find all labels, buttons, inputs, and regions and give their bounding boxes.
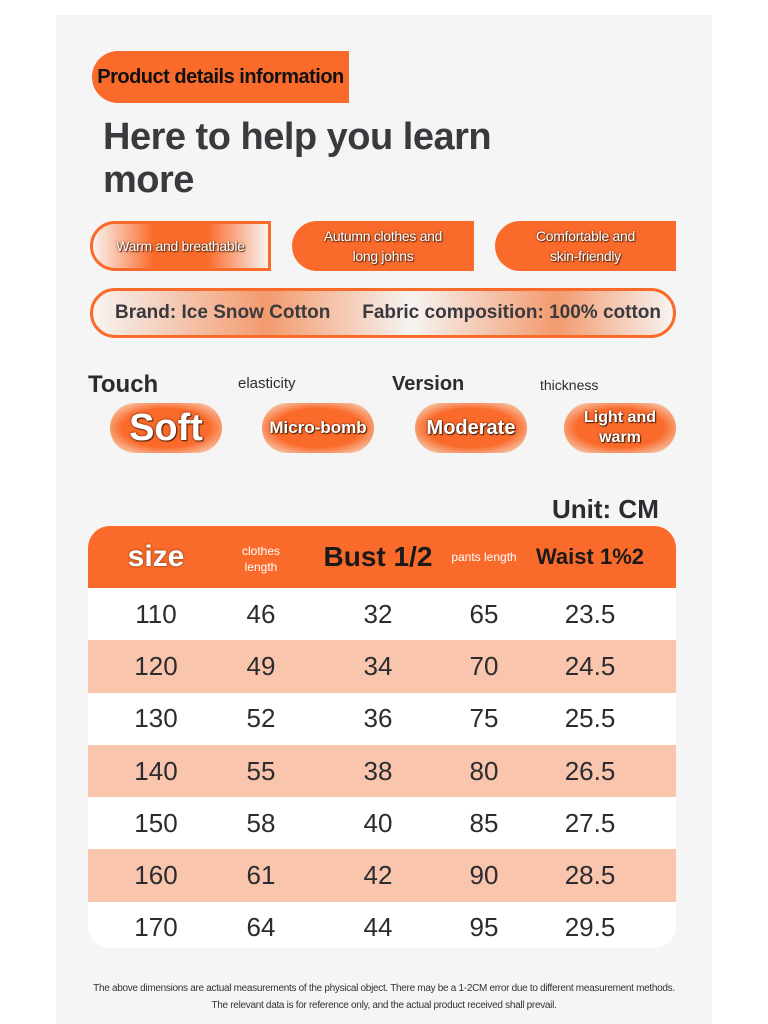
table-cell: 160 (134, 860, 178, 891)
feature-badge-warm (90, 221, 271, 271)
table-cell: 80 (469, 755, 499, 786)
property-value-text: Micro-bomb (269, 418, 367, 437)
table-row (88, 745, 676, 797)
brand-text: Brand: Ice Snow Cotton (115, 302, 331, 323)
property-label-thickness: thickness (540, 377, 599, 393)
table-row (88, 797, 676, 849)
table-cell: 90 (469, 860, 499, 891)
property-value-text: Moderate (426, 416, 516, 439)
table-cell: 44 (363, 912, 393, 943)
property-value-touch (110, 403, 222, 453)
table-cell: 36 (363, 703, 393, 734)
feature-label: Warm and breathable (116, 238, 245, 254)
table-cell: 65 (469, 598, 499, 629)
table-row (88, 693, 676, 745)
table-cell: 170 (134, 912, 178, 943)
table-row (88, 849, 676, 901)
table-cell: 150 (134, 807, 178, 838)
table-cell: 46 (246, 598, 276, 629)
table-cell: 40 (363, 807, 393, 838)
property-value-version (415, 403, 527, 453)
table-body (88, 588, 676, 948)
table-cell: 25.5 (564, 703, 616, 734)
feature-badge-comfortable (495, 221, 676, 271)
header-size: size (127, 540, 185, 573)
table-cell: 55 (246, 755, 276, 786)
fabric-text: Fabric composition: 100% cotton (362, 302, 661, 323)
unit-label: Unit: CM (552, 494, 659, 524)
table-cell: 61 (246, 860, 276, 891)
header-pants-length: pants length (451, 550, 517, 564)
product-info-bar (90, 288, 676, 338)
footnote-reference: The relevant data is for reference only, and the actual product received shall prevail. (211, 1000, 557, 1011)
table-cell: 38 (363, 755, 393, 786)
feature-label: Comfortable and skin-friendly (535, 228, 635, 264)
table-row (88, 588, 676, 640)
table-cell: 52 (246, 703, 276, 734)
table-cell: 28.5 (564, 860, 616, 891)
table-row (88, 902, 676, 948)
section-tag (92, 51, 349, 103)
table-cell: 27.5 (564, 807, 616, 838)
size-table (88, 526, 676, 948)
table-cell: 32 (363, 598, 393, 629)
section-tag-label: Product details information (97, 65, 344, 88)
property-label-touch: Touch (88, 371, 159, 398)
table-cell: 120 (134, 650, 178, 681)
table-cell: 58 (246, 807, 276, 838)
table-cell: 85 (469, 807, 499, 838)
table-cell: 140 (134, 755, 178, 786)
property-value-text: Light and warm (584, 409, 656, 446)
table-cell: 64 (246, 912, 276, 943)
footnote-measurement: The above dimensions are actual measurements of the physical object. There may be a 1-2CM error due to different measurement methods. (93, 983, 675, 994)
header-clothes-length: clothes length (241, 544, 281, 574)
table-cell: 110 (135, 598, 177, 629)
property-label-version: Version (392, 373, 465, 395)
table-cell: 42 (363, 860, 393, 891)
table-row (88, 640, 676, 692)
header-waist: Waist 1%2 (535, 544, 644, 569)
table-cell: 29.5 (564, 912, 616, 943)
table-cell: 75 (469, 703, 499, 734)
property-value-elasticity (262, 403, 374, 453)
feature-label: Autumn clothes and long johns (323, 228, 443, 264)
table-header (88, 526, 676, 588)
property-label-elasticity: elasticity (238, 375, 296, 392)
table-cell: 95 (469, 912, 499, 943)
table-cell: 26.5 (564, 755, 616, 786)
table-cell: 34 (363, 650, 393, 681)
property-value-thickness (564, 403, 676, 453)
page-headline: Here to help you learn more (103, 116, 492, 201)
table-cell: 23.5 (564, 598, 616, 629)
feature-badge-autumn (292, 221, 474, 271)
table-cell: 49 (246, 650, 276, 681)
table-cell: 24.5 (564, 650, 616, 681)
table-cell: 70 (469, 650, 499, 681)
table-cell: 130 (134, 703, 178, 734)
header-bust: Bust 1/2 (323, 541, 433, 572)
property-value-text: Soft (129, 406, 203, 449)
